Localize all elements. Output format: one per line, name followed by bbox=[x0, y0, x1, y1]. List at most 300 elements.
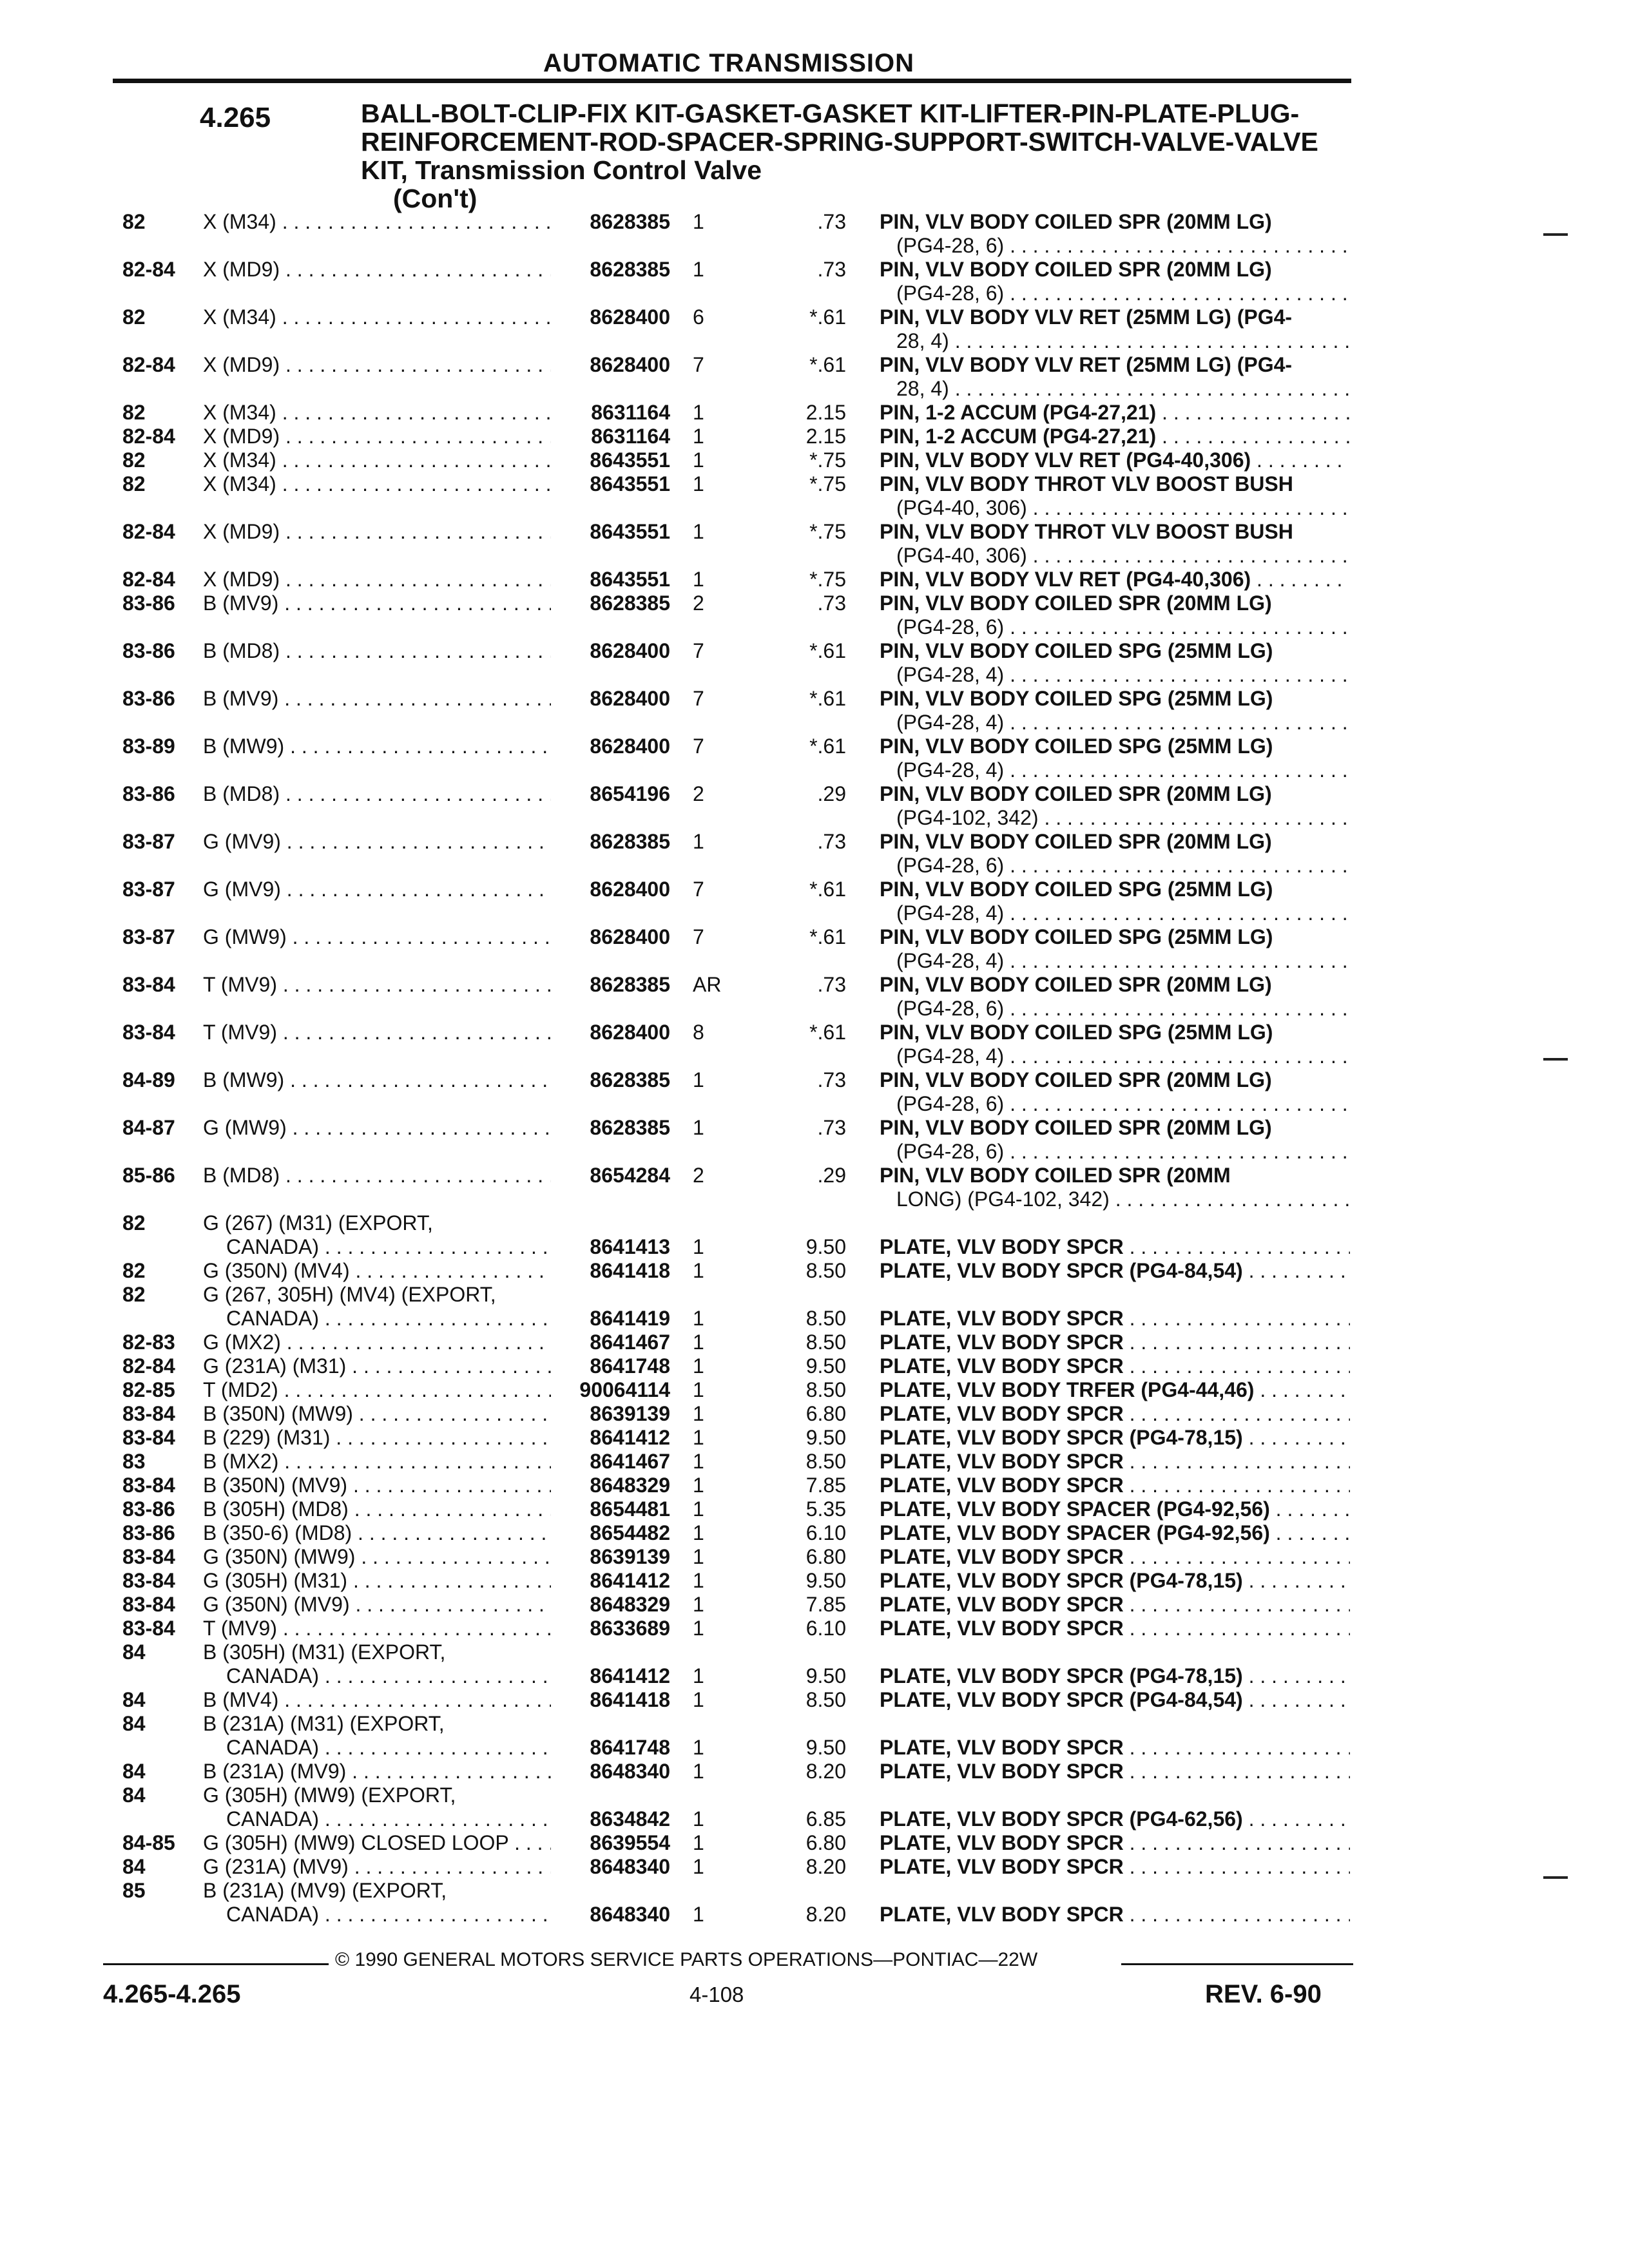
application-line: B (229) (M31) . . . bbox=[203, 1426, 551, 1450]
model-year: 84-85 bbox=[122, 1831, 175, 1854]
parts-row bbox=[0, 1688, 1629, 1712]
section-title bbox=[361, 99, 1347, 213]
model-year: 83-84 bbox=[122, 1545, 175, 1568]
price: *.75 bbox=[809, 520, 846, 543]
description bbox=[880, 1807, 1350, 1831]
description-line: PIN, VLV BODY COILED SPG (25MM LG) bbox=[880, 735, 1273, 758]
price: *.61 bbox=[809, 687, 846, 710]
quantity: 1 bbox=[693, 1831, 704, 1854]
description-line: (PG4-28, 6) . . . bbox=[880, 234, 1350, 258]
description-line: (PG4-28, 4) . . . bbox=[880, 1044, 1350, 1068]
description bbox=[880, 1450, 1350, 1474]
application bbox=[203, 878, 551, 901]
section-number: 4.265 bbox=[200, 102, 271, 133]
parts-row bbox=[0, 568, 1629, 591]
application-line: T (MV9) . . . bbox=[203, 1617, 551, 1640]
part-number: 8654196 bbox=[590, 782, 670, 805]
description-line: PLATE, VLV BODY SPCR . . . bbox=[880, 1855, 1350, 1879]
quantity: 7 bbox=[693, 735, 704, 758]
application bbox=[203, 1783, 551, 1831]
description bbox=[880, 1617, 1350, 1640]
application bbox=[203, 1855, 551, 1879]
description bbox=[880, 568, 1350, 591]
model-year: 82 bbox=[122, 401, 146, 424]
description bbox=[880, 782, 1350, 830]
description-line: PIN, 1-2 ACCUM (PG4-27,21) . . . bbox=[880, 401, 1350, 425]
application-line: CANADA) . . . bbox=[203, 1307, 551, 1331]
parts-row bbox=[0, 1474, 1629, 1497]
parts-row bbox=[0, 210, 1629, 258]
application bbox=[203, 735, 551, 758]
description-line: PIN, VLV BODY COILED SPR (20MM LG) bbox=[880, 210, 1272, 233]
description-line: PLATE, VLV BODY SPCR . . . bbox=[880, 1354, 1350, 1378]
quantity: 1 bbox=[693, 1450, 704, 1473]
quantity: 7 bbox=[693, 687, 704, 710]
margin-mark bbox=[1543, 1058, 1568, 1061]
description bbox=[880, 1378, 1350, 1402]
parts-row bbox=[0, 448, 1629, 472]
parts-row bbox=[0, 735, 1629, 782]
description-line: PLATE, VLV BODY SPCR . . . bbox=[880, 1450, 1350, 1474]
description-line: PLATE, VLV BODY SPCR . . . bbox=[880, 1617, 1350, 1640]
part-number: 8628385 bbox=[590, 1116, 670, 1139]
description-line: PLATE, VLV BODY SPCR . . . bbox=[880, 1307, 1350, 1331]
description bbox=[880, 1593, 1350, 1617]
parts-row bbox=[0, 1021, 1629, 1068]
quantity: 1 bbox=[693, 210, 704, 233]
application-line: B (231A) (MV9) (EXPORT, bbox=[203, 1879, 447, 1902]
part-number: 8628385 bbox=[590, 973, 670, 996]
model-year: 83-84 bbox=[122, 973, 175, 996]
application-line: X (MD9) . . . bbox=[203, 520, 551, 544]
parts-row bbox=[0, 1593, 1629, 1617]
description bbox=[880, 639, 1350, 687]
model-year: 83-84 bbox=[122, 1426, 175, 1449]
description-line: PLATE, VLV BODY SPCR (PG4-78,15) . . . bbox=[880, 1569, 1350, 1593]
application-line: X (M34) . . . bbox=[203, 448, 551, 472]
model-year: 82 bbox=[122, 472, 146, 495]
price: 7.85 bbox=[805, 1593, 846, 1616]
description bbox=[880, 448, 1350, 472]
parts-row bbox=[0, 1831, 1629, 1855]
price: .29 bbox=[817, 782, 846, 805]
application-line: G (350N) (MW9) . . . bbox=[203, 1545, 551, 1569]
part-number: 8639139 bbox=[590, 1545, 670, 1568]
quantity: 1 bbox=[693, 520, 704, 543]
description-line: PIN, VLV BODY COILED SPG (25MM LG) bbox=[880, 687, 1273, 710]
model-year: 82 bbox=[122, 305, 146, 329]
parts-row bbox=[0, 1283, 1629, 1331]
description bbox=[880, 1307, 1350, 1331]
parts-row bbox=[0, 1354, 1629, 1378]
running-head: AUTOMATIC TRANSMISSION bbox=[543, 49, 915, 77]
quantity: 2 bbox=[693, 1164, 704, 1187]
application bbox=[203, 1831, 551, 1855]
application-line: X (MD9) . . . bbox=[203, 258, 551, 282]
application-line: CANADA) . . . bbox=[203, 1235, 551, 1259]
description bbox=[880, 687, 1350, 735]
description bbox=[880, 425, 1350, 448]
quantity: 7 bbox=[693, 878, 704, 901]
model-year: 82-84 bbox=[122, 568, 175, 591]
description-line: (PG4-28, 6) . . . bbox=[880, 1140, 1350, 1164]
application-line: B (MW9) . . . bbox=[203, 1068, 551, 1092]
parts-list bbox=[0, 210, 1629, 1927]
price: .29 bbox=[817, 1164, 846, 1187]
quantity: 1 bbox=[693, 1378, 704, 1401]
application bbox=[203, 568, 551, 591]
application bbox=[203, 1760, 551, 1783]
quantity: 1 bbox=[693, 1807, 704, 1831]
model-year: 83-84 bbox=[122, 1569, 175, 1592]
parts-row bbox=[0, 258, 1629, 305]
price: .73 bbox=[817, 830, 846, 853]
description-line: PIN, VLV BODY COILED SPR (20MM LG) bbox=[880, 1116, 1272, 1139]
parts-row bbox=[0, 1545, 1629, 1569]
part-number: 8641467 bbox=[590, 1331, 670, 1354]
application-line: T (MV9) . . . bbox=[203, 1021, 551, 1044]
quantity: 1 bbox=[693, 1855, 704, 1878]
quantity: 1 bbox=[693, 568, 704, 591]
application bbox=[203, 1640, 551, 1688]
price: 5.35 bbox=[805, 1497, 846, 1521]
application bbox=[203, 1164, 551, 1187]
price: .73 bbox=[817, 591, 846, 615]
price: 8.50 bbox=[805, 1331, 846, 1354]
part-number: 8641419 bbox=[590, 1307, 670, 1330]
description-line: PIN, VLV BODY COILED SPR (20MM LG) bbox=[880, 782, 1272, 805]
model-year: 82-84 bbox=[122, 425, 175, 448]
model-year: 83-89 bbox=[122, 735, 175, 758]
quantity: 1 bbox=[693, 1617, 704, 1640]
description-line: 28, 4) . . . bbox=[880, 377, 1350, 401]
application bbox=[203, 472, 551, 496]
description-line: PLATE, VLV BODY SPACER (PG4-92,56) . . . bbox=[880, 1521, 1350, 1545]
description-line: PIN, 1-2 ACCUM (PG4-27,21) . . . bbox=[880, 425, 1350, 448]
description bbox=[880, 210, 1350, 258]
application-line: G (267) (M31) (EXPORT, bbox=[203, 1211, 433, 1235]
quantity: 6 bbox=[693, 305, 704, 329]
revision: REV. 6-90 bbox=[1205, 1980, 1322, 2008]
parts-row bbox=[0, 520, 1629, 568]
price: 9.50 bbox=[805, 1736, 846, 1759]
quantity: 1 bbox=[693, 1235, 704, 1258]
description-line: (PG4-28, 4) . . . bbox=[880, 711, 1350, 735]
quantity: 1 bbox=[693, 830, 704, 853]
description bbox=[880, 1068, 1350, 1116]
application bbox=[203, 1712, 551, 1760]
description-line: PIN, VLV BODY VLV RET (PG4-40,306) . . . bbox=[880, 448, 1350, 472]
price: *.75 bbox=[809, 472, 846, 495]
application bbox=[203, 1068, 551, 1092]
price: 9.50 bbox=[805, 1354, 846, 1378]
quantity: 1 bbox=[693, 1497, 704, 1521]
part-number: 8641467 bbox=[590, 1450, 670, 1473]
model-year: 83-86 bbox=[122, 1497, 175, 1521]
description-line: PIN, VLV BODY COILED SPR (20MM LG) bbox=[880, 973, 1272, 996]
model-year: 84 bbox=[122, 1640, 146, 1664]
footer-rule-right bbox=[1121, 1963, 1353, 1965]
quantity: 8 bbox=[693, 1021, 704, 1044]
price: 2.15 bbox=[805, 401, 846, 424]
part-number: 8643551 bbox=[590, 568, 670, 591]
application bbox=[203, 973, 551, 997]
application-line: B (350N) (MV9) . . . bbox=[203, 1474, 551, 1497]
description bbox=[880, 1736, 1350, 1760]
model-year: 85-86 bbox=[122, 1164, 175, 1187]
quantity: 1 bbox=[693, 1068, 704, 1091]
part-number: 8631164 bbox=[591, 401, 670, 424]
section-range: 4.265-4.265 bbox=[103, 1980, 241, 2008]
description bbox=[880, 925, 1350, 973]
price: 8.50 bbox=[805, 1378, 846, 1401]
parts-row bbox=[0, 1426, 1629, 1450]
application bbox=[203, 1569, 551, 1593]
application-line: B (MW9) . . . bbox=[203, 735, 551, 758]
model-year: 83-86 bbox=[122, 591, 175, 615]
quantity: 1 bbox=[693, 1402, 704, 1425]
quantity: 1 bbox=[693, 401, 704, 424]
description bbox=[880, 878, 1350, 925]
application bbox=[203, 401, 551, 425]
application-line: G (305H) (MW9) CLOSED LOOP . . . bbox=[203, 1831, 551, 1855]
description-line: PLATE, VLV BODY SPCR . . . bbox=[880, 1235, 1350, 1259]
description-line: PLATE, VLV BODY SPCR (PG4-62,56) . . . bbox=[880, 1807, 1350, 1831]
application-line: X (M34) . . . bbox=[203, 210, 551, 234]
application bbox=[203, 1378, 551, 1402]
description bbox=[880, 401, 1350, 425]
description-line: PIN, VLV BODY THROT VLV BOOST BUSH bbox=[880, 520, 1293, 543]
description-line: PIN, VLV BODY COILED SPR (20MM LG) bbox=[880, 591, 1272, 615]
model-year: 83-86 bbox=[122, 1521, 175, 1544]
part-number: 8654284 bbox=[590, 1164, 670, 1187]
application-line: T (MV9) . . . bbox=[203, 973, 551, 997]
description bbox=[880, 353, 1350, 401]
description bbox=[880, 1903, 1350, 1927]
part-number: 8631164 bbox=[591, 425, 670, 448]
margin-mark bbox=[1543, 233, 1568, 236]
model-year: 83-84 bbox=[122, 1402, 175, 1425]
application bbox=[203, 782, 551, 806]
part-number: 8628400 bbox=[590, 687, 670, 710]
price: *.61 bbox=[809, 353, 846, 376]
description-line: PIN, VLV BODY COILED SPG (25MM LG) bbox=[880, 639, 1273, 662]
price: 6.80 bbox=[805, 1545, 846, 1568]
parts-row bbox=[0, 1068, 1629, 1116]
description bbox=[880, 1116, 1350, 1164]
quantity: 1 bbox=[693, 1760, 704, 1783]
description-line: PLATE, VLV BODY SPCR . . . bbox=[880, 1903, 1350, 1927]
part-number: 8648329 bbox=[590, 1593, 670, 1616]
description-line: PIN, VLV BODY THROT VLV BOOST BUSH bbox=[880, 472, 1293, 495]
part-number: 8628385 bbox=[590, 258, 670, 281]
application-line: B (305H) (MD8) . . . bbox=[203, 1497, 551, 1521]
application-line: G (231A) (M31) . . . bbox=[203, 1354, 551, 1378]
parts-row bbox=[0, 591, 1629, 639]
application bbox=[203, 687, 551, 711]
part-number: 8628400 bbox=[590, 353, 670, 376]
application-line: B (350-6) (MD8) . . . bbox=[203, 1521, 551, 1545]
description bbox=[880, 973, 1350, 1021]
description-line: PIN, VLV BODY VLV RET (PG4-40,306) . . . bbox=[880, 568, 1350, 591]
application-line: B (350N) (MW9) . . . bbox=[203, 1402, 551, 1426]
description bbox=[880, 830, 1350, 878]
application bbox=[203, 1331, 551, 1354]
description-line: PIN, VLV BODY COILED SPR (20MM LG) bbox=[880, 1068, 1272, 1091]
description-line: PIN, VLV BODY COILED SPG (25MM LG) bbox=[880, 1021, 1273, 1044]
parts-row bbox=[0, 1378, 1629, 1402]
price: 6.80 bbox=[805, 1831, 846, 1854]
price: 6.10 bbox=[805, 1521, 846, 1544]
application bbox=[203, 639, 551, 663]
parts-row bbox=[0, 782, 1629, 830]
part-number: 8634842 bbox=[590, 1807, 670, 1831]
application bbox=[203, 1521, 551, 1545]
part-number: 8641413 bbox=[590, 1235, 670, 1258]
parts-row bbox=[0, 1617, 1629, 1640]
quantity: 1 bbox=[693, 1426, 704, 1449]
application-line: B (MD8) . . . bbox=[203, 782, 551, 806]
description-line: (PG4-102, 342) . . . bbox=[880, 806, 1350, 830]
quantity: 7 bbox=[693, 353, 704, 376]
model-year: 84 bbox=[122, 1712, 146, 1735]
description bbox=[880, 1331, 1350, 1354]
description bbox=[880, 472, 1350, 520]
parts-row bbox=[0, 639, 1629, 687]
part-number: 8648329 bbox=[590, 1474, 670, 1497]
model-year: 84-87 bbox=[122, 1116, 175, 1139]
description-line: (PG4-28, 4) . . . bbox=[880, 949, 1350, 973]
price: 9.50 bbox=[805, 1235, 846, 1258]
description-line: PLATE, VLV BODY TRFER (PG4-44,46) . . . bbox=[880, 1378, 1350, 1402]
model-year: 83-86 bbox=[122, 687, 175, 710]
quantity: 1 bbox=[693, 1664, 704, 1687]
price: 9.50 bbox=[805, 1664, 846, 1687]
description-line: PLATE, VLV BODY SPCR (PG4-84,54) . . . bbox=[880, 1688, 1350, 1712]
description-line: LONG) (PG4-102, 342) . . . bbox=[880, 1187, 1350, 1211]
price: .73 bbox=[817, 258, 846, 281]
model-year: 82 bbox=[122, 210, 146, 233]
application-line: G (231A) (MV9) . . . bbox=[203, 1855, 551, 1879]
price: 8.20 bbox=[805, 1903, 846, 1926]
model-year: 84 bbox=[122, 1783, 146, 1807]
quantity: 1 bbox=[693, 258, 704, 281]
quantity: 1 bbox=[693, 472, 704, 495]
description-line: (PG4-28, 6) . . . bbox=[880, 1092, 1350, 1116]
price: *.61 bbox=[809, 878, 846, 901]
part-number: 8628400 bbox=[590, 735, 670, 758]
model-year: 85 bbox=[122, 1879, 146, 1902]
model-year: 83-87 bbox=[122, 830, 175, 853]
parts-row bbox=[0, 425, 1629, 448]
quantity: 1 bbox=[693, 448, 704, 472]
quantity: 1 bbox=[693, 1569, 704, 1592]
application-line: G (305H) (MW9) (EXPORT, bbox=[203, 1783, 456, 1807]
parts-row bbox=[0, 973, 1629, 1021]
model-year: 84 bbox=[122, 1688, 146, 1711]
description bbox=[880, 520, 1350, 568]
model-year: 82 bbox=[122, 1283, 146, 1306]
application bbox=[203, 353, 551, 377]
part-number: 8639554 bbox=[590, 1831, 670, 1854]
model-year: 82-84 bbox=[122, 520, 175, 543]
description bbox=[880, 1569, 1350, 1593]
description-line: (PG4-28, 4) . . . bbox=[880, 758, 1350, 782]
price: 8.20 bbox=[805, 1760, 846, 1783]
description bbox=[880, 1354, 1350, 1378]
description bbox=[880, 1521, 1350, 1545]
price: .73 bbox=[817, 1068, 846, 1091]
quantity: 1 bbox=[693, 1331, 704, 1354]
application bbox=[203, 925, 551, 949]
application bbox=[203, 1259, 551, 1283]
application bbox=[203, 1617, 551, 1640]
part-number: 8639139 bbox=[590, 1402, 670, 1425]
model-year: 83-87 bbox=[122, 925, 175, 948]
application bbox=[203, 258, 551, 282]
price: 2.15 bbox=[805, 425, 846, 448]
description bbox=[880, 1664, 1350, 1688]
part-number: 8643551 bbox=[590, 520, 670, 543]
price: .73 bbox=[817, 210, 846, 233]
application bbox=[203, 305, 551, 329]
application bbox=[203, 425, 551, 448]
description-line: PIN, VLV BODY COILED SPG (25MM LG) bbox=[880, 925, 1273, 948]
model-year: 82-83 bbox=[122, 1331, 175, 1354]
description bbox=[880, 1497, 1350, 1521]
part-number: 8633689 bbox=[590, 1617, 670, 1640]
application bbox=[203, 1426, 551, 1450]
quantity: 2 bbox=[693, 782, 704, 805]
description bbox=[880, 735, 1350, 782]
application-line: T (MD2) . . . bbox=[203, 1378, 551, 1402]
parts-row bbox=[0, 305, 1629, 353]
description-line: PLATE, VLV BODY SPCR . . . bbox=[880, 1545, 1350, 1569]
description bbox=[880, 1164, 1350, 1211]
description bbox=[880, 1688, 1350, 1712]
footer-rule-left bbox=[103, 1963, 329, 1965]
margin-mark bbox=[1543, 1876, 1568, 1879]
parts-row bbox=[0, 1521, 1629, 1545]
price: *.61 bbox=[809, 925, 846, 948]
model-year: 83 bbox=[122, 1450, 146, 1473]
section-title-text: BALL-BOLT-CLIP-FIX KIT-GASKET-GASKET KIT-LIFTER-PIN-PLATE-PLUG-REINFORCEMENT-ROD-SPACER-SPRING-SUPPORT-SWITCH-VALVE-VALVE KIT, Transmission Control Valve bbox=[361, 99, 1318, 185]
quantity: 1 bbox=[693, 1259, 704, 1282]
quantity: 1 bbox=[693, 425, 704, 448]
quantity: 7 bbox=[693, 925, 704, 948]
part-number: 8628400 bbox=[590, 878, 670, 901]
application bbox=[203, 591, 551, 615]
description-line: (PG4-28, 6) . . . bbox=[880, 997, 1350, 1021]
description-line: PLATE, VLV BODY SPCR . . . bbox=[880, 1402, 1350, 1426]
application bbox=[203, 1402, 551, 1426]
parts-row bbox=[0, 1569, 1629, 1593]
quantity: 1 bbox=[693, 1688, 704, 1711]
part-number: 8648340 bbox=[590, 1760, 670, 1783]
description bbox=[880, 1259, 1350, 1283]
description-line: (PG4-28, 6) . . . bbox=[880, 854, 1350, 878]
quantity: AR bbox=[693, 973, 722, 996]
application bbox=[203, 1474, 551, 1497]
part-number: 8641748 bbox=[590, 1736, 670, 1759]
parts-row bbox=[0, 1259, 1629, 1283]
application bbox=[203, 1497, 551, 1521]
price: .73 bbox=[817, 973, 846, 996]
model-year: 83-87 bbox=[122, 878, 175, 901]
part-number: 8643551 bbox=[590, 448, 670, 472]
model-year: 84-89 bbox=[122, 1068, 175, 1091]
part-number: 8628385 bbox=[590, 1068, 670, 1091]
